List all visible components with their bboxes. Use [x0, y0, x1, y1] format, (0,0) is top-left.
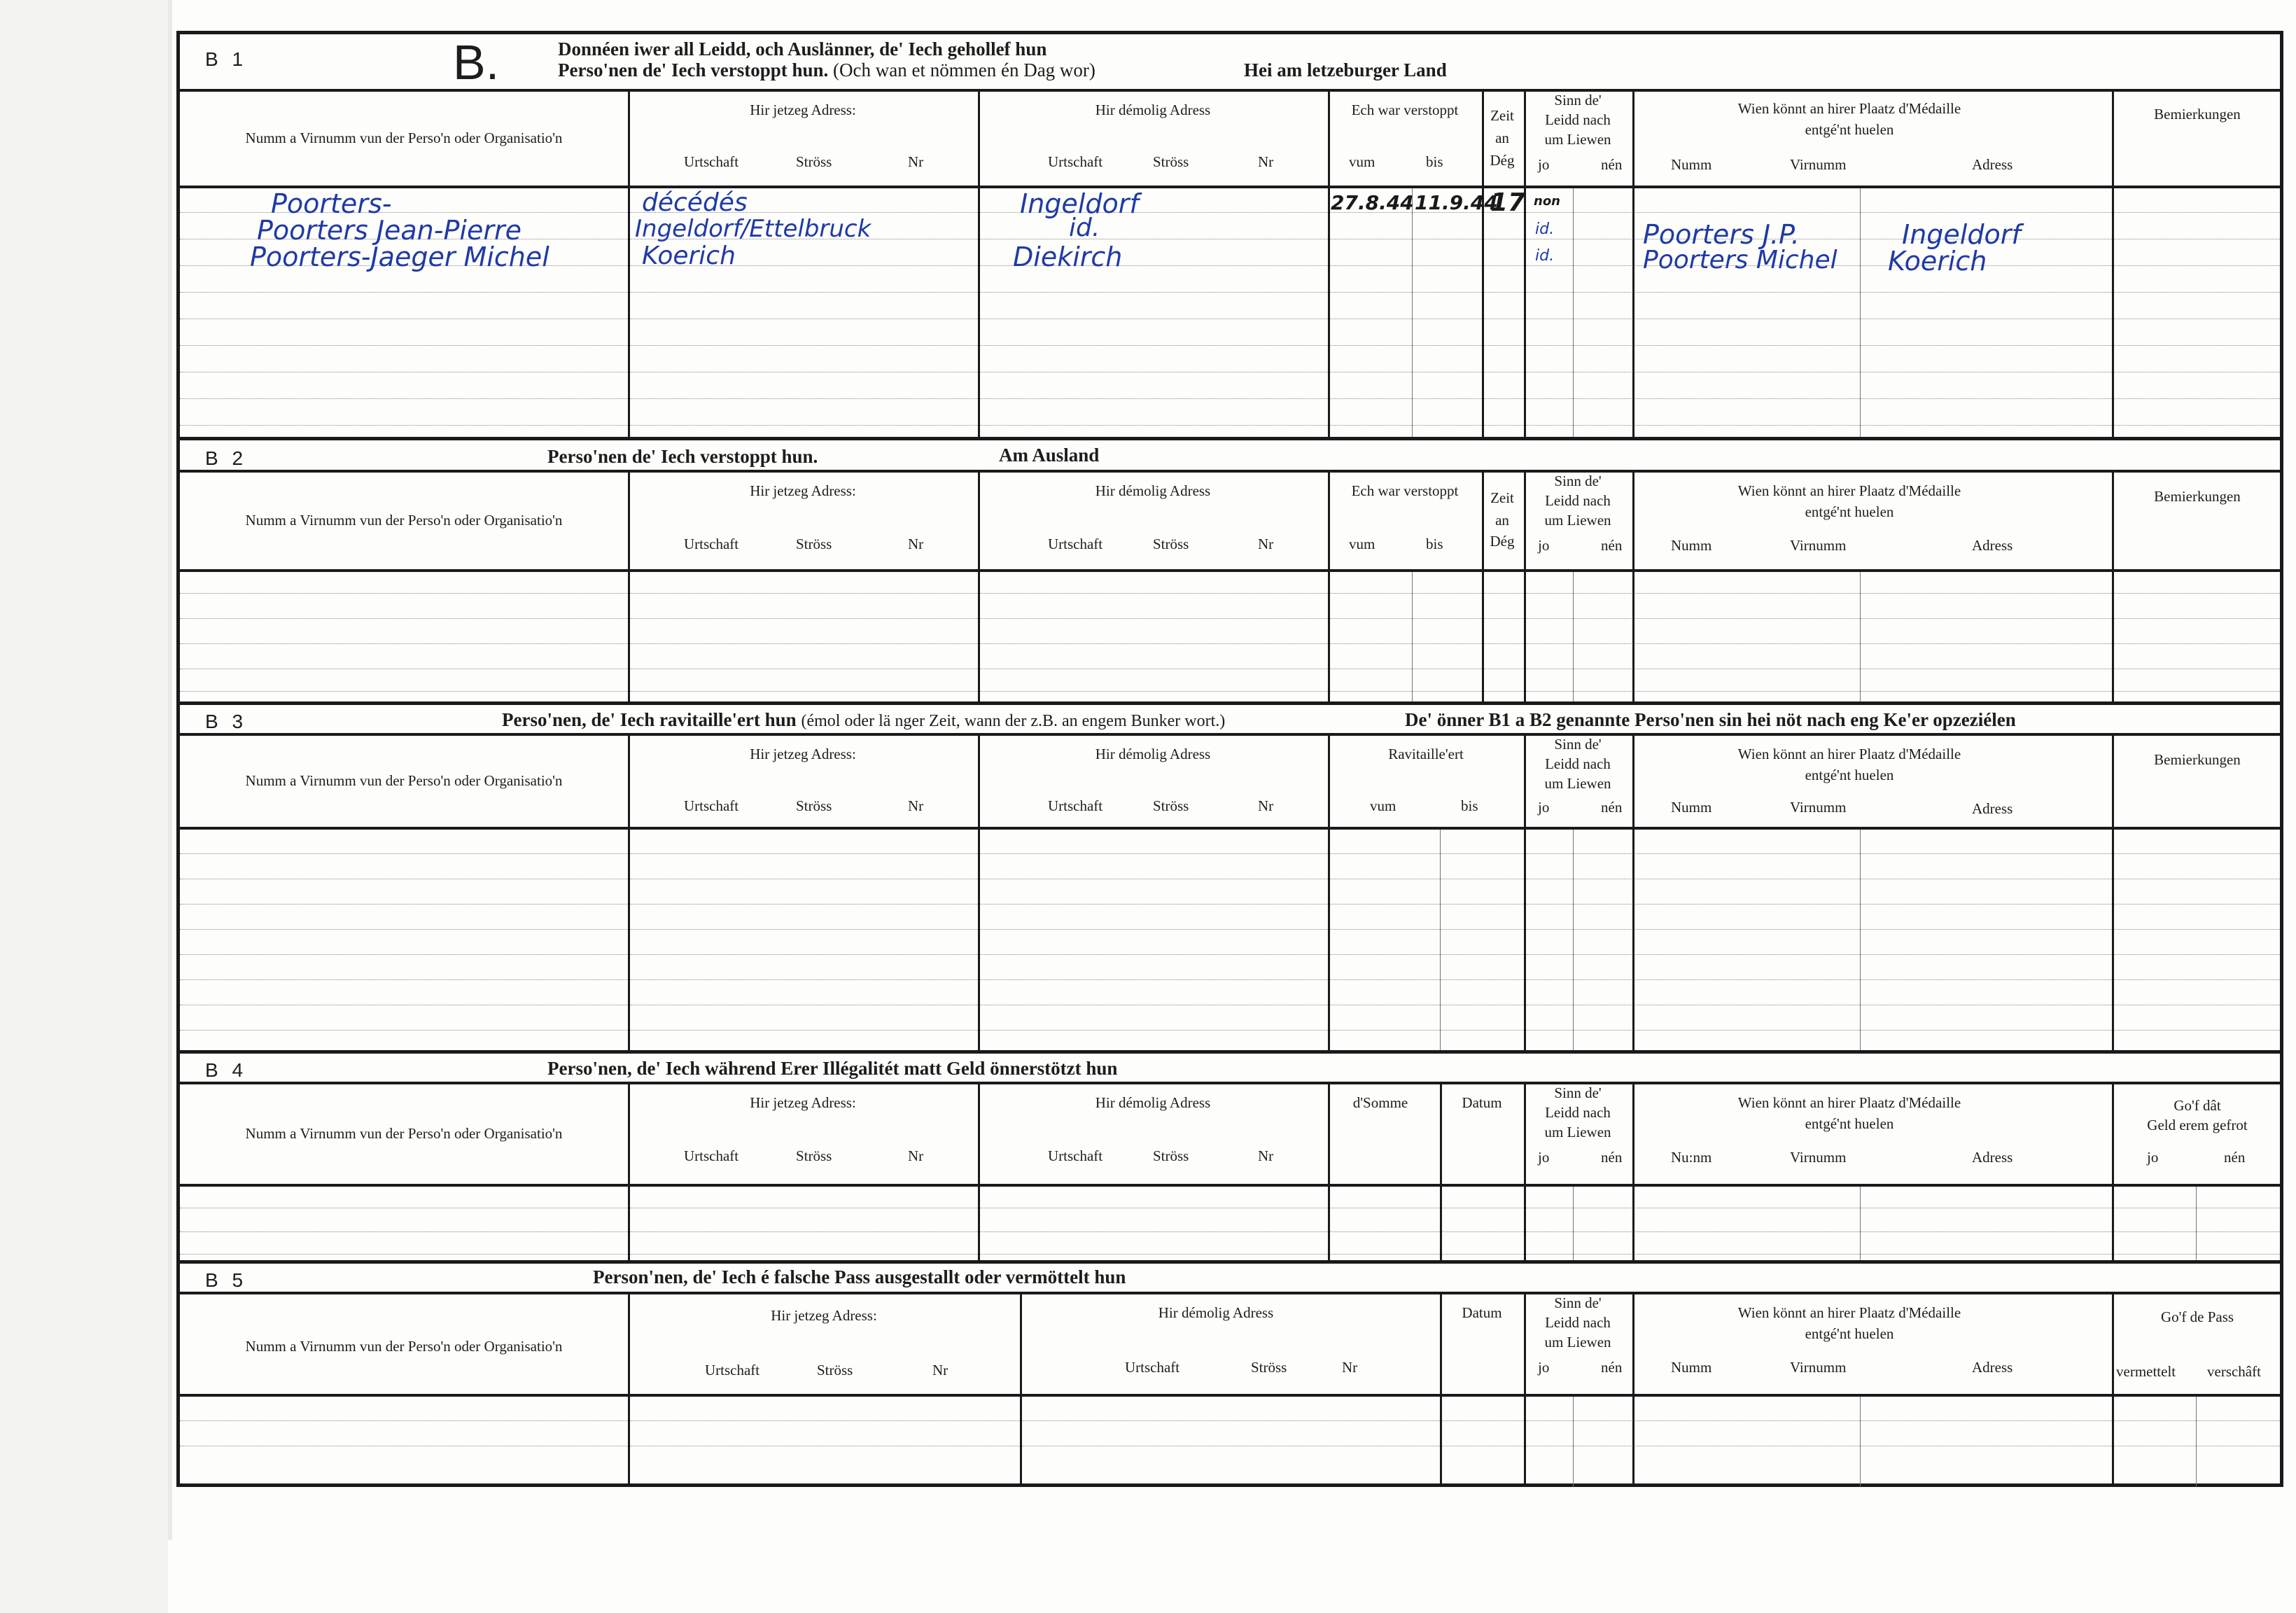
- col-alive: Sinn de': [1554, 92, 1602, 109]
- col-alive: Leidd nach: [1545, 755, 1611, 772]
- col-place: Urtschaft: [684, 1147, 739, 1164]
- col-no: nén: [1601, 156, 1623, 173]
- b4-column-headers: [180, 1084, 2280, 1187]
- col-alive: um Liewen: [1544, 1334, 1611, 1350]
- col-nr: Nr: [1258, 797, 1274, 814]
- section-b4: [180, 1054, 2280, 1264]
- col-street: Ströss: [1153, 153, 1189, 170]
- section-b3: [180, 705, 2280, 1054]
- col-yes: jo: [1538, 1149, 1550, 1166]
- col-medal: entgé'nt huelen: [1805, 1115, 1894, 1132]
- handwritten-name: Poorters-: [271, 188, 392, 219]
- handwritten-days: 17: [1490, 188, 1526, 217]
- col-surname: Numm: [1671, 1359, 1712, 1376]
- handwritten-name: Poorters-Jaeger Michel: [250, 242, 550, 272]
- col-to: bis: [1426, 536, 1443, 552]
- section-code: B 1: [205, 48, 248, 70]
- col-street: Ströss: [817, 1362, 853, 1378]
- col-alive: Leidd nach: [1545, 1314, 1611, 1331]
- col-medal: Wien könnt an hirer Plaatz d'Médaille: [1737, 100, 1961, 117]
- col-no: nén: [2224, 1149, 2246, 1166]
- handwritten-medal-address: Koerich: [1888, 246, 1987, 277]
- col-former-address: Hir démolig Adress: [1095, 746, 1211, 762]
- col-yes: jo: [1538, 799, 1550, 816]
- col-address: Adress: [1972, 537, 2013, 554]
- col-nr: Nr: [908, 536, 924, 552]
- col-place: Urtschaft: [684, 536, 739, 552]
- handwritten-medal-address: Ingeldorf: [1902, 219, 2021, 250]
- b4-heading: [180, 1054, 2280, 1084]
- col-from: vum: [1349, 153, 1376, 170]
- b3-heading: [180, 705, 2280, 736]
- col-place: Urtschaft: [1048, 536, 1103, 552]
- col-firstname: Virnumm: [1790, 799, 1847, 816]
- col-name: Numm a Virnumm vun der Perso'n oder Organisatio'n: [245, 130, 563, 146]
- col-surname: Numm: [1671, 537, 1712, 554]
- col-time: an: [1495, 512, 1509, 529]
- col-address: Adress: [1972, 800, 2013, 817]
- section-scope: Am Ausland: [999, 445, 1100, 466]
- handwritten-former-address: id.: [1069, 214, 1100, 242]
- handwritten-to-date: 11.9.44: [1415, 191, 1498, 214]
- col-street: Ströss: [1153, 1147, 1189, 1164]
- col-street: Ströss: [1153, 536, 1189, 552]
- col-firstname: Virnumm: [1790, 1149, 1847, 1166]
- b1-entry-area: [180, 188, 2280, 440]
- handwritten-medal-name: Poorters Michel: [1643, 246, 1837, 274]
- adjacent-page-edge: [0, 0, 168, 1613]
- col-address: Adress: [1972, 1359, 2013, 1376]
- col-yes: jo: [2147, 1149, 2159, 1166]
- col-alive: Leidd nach: [1545, 111, 1611, 128]
- col-from: vum: [1349, 536, 1376, 552]
- col-no: nén: [1601, 799, 1623, 816]
- page-fold-shadow: [168, 0, 172, 1540]
- section-title: Perso'nen, de' Iech während Erer Illégalitét matt Geld önnerstötzt hun: [547, 1058, 1118, 1079]
- col-address: Adress: [1972, 1149, 2013, 1166]
- col-time: Zeit: [1490, 107, 1514, 124]
- col-medal: Wien könnt an hirer Plaatz d'Médaille: [1737, 1094, 1961, 1111]
- handwritten-medal-name: Poorters J.P.: [1643, 219, 1800, 250]
- col-yes: jo: [1538, 156, 1550, 173]
- col-current-address: Hir jetzeg Adress:: [750, 746, 856, 762]
- col-street: Ströss: [1153, 797, 1189, 814]
- col-remarks: Bemierkungen: [2154, 106, 2241, 123]
- col-firstname: Virnumm: [1790, 1359, 1847, 1376]
- form-letter: B.: [453, 35, 500, 90]
- form-sheet: [176, 31, 2283, 1487]
- col-name: Numm a Virnumm vun der Perso'n oder Organisatio'n: [245, 772, 563, 789]
- col-pass: Go'f de Pass: [2160, 1308, 2234, 1325]
- col-medal: Wien könnt an hirer Plaatz d'Médaille: [1737, 1304, 1961, 1321]
- col-alive: um Liewen: [1544, 131, 1611, 148]
- col-place: Urtschaft: [684, 797, 739, 814]
- handwritten-alive-no: id.: [1535, 221, 1555, 238]
- col-place: Urtschaft: [1125, 1359, 1180, 1376]
- title-note: (émol oder lä nger Zeit, wann der z.B. an engem Bunker wort.): [801, 712, 1226, 730]
- col-medal: Wien könnt an hirer Plaatz d'Médaille: [1737, 746, 1961, 762]
- col-refund: Geld erem gefrot: [2147, 1117, 2248, 1133]
- col-nr: Nr: [1258, 536, 1274, 552]
- col-current-address: Hir jetzeg Adress:: [771, 1307, 877, 1324]
- col-current-address: Hir jetzeg Adress:: [750, 102, 856, 118]
- col-nr: Nr: [1258, 1147, 1274, 1164]
- col-surname: Numm: [1671, 799, 1712, 816]
- col-remarks: Bemierkungen: [2154, 488, 2241, 505]
- section-code: B 2: [205, 447, 248, 469]
- col-place: Urtschaft: [1048, 153, 1103, 170]
- section-title: Donnéen iwer all Leidd, och Auslänner, de' Iech gehollef hun: [558, 39, 1047, 60]
- col-street: Ströss: [796, 797, 832, 814]
- col-surname: Nu:nm: [1671, 1149, 1712, 1166]
- col-yes: jo: [1538, 1359, 1550, 1376]
- col-place: Urtschaft: [684, 153, 739, 170]
- handwritten-former-address: Diekirch: [1013, 242, 1123, 272]
- col-alive: Sinn de': [1554, 1084, 1602, 1101]
- col-remarks: Bemierkungen: [2154, 751, 2241, 768]
- col-former-address: Hir démolig Adress: [1095, 102, 1211, 118]
- section-b1: [180, 34, 2280, 440]
- section-title: Perso'nen de' Iech verstoppt hun.: [547, 446, 818, 467]
- col-created: verschâft: [2207, 1363, 2261, 1380]
- col-time: Zeit: [1490, 489, 1514, 506]
- b2-entry-area: [180, 572, 2280, 705]
- title-note: (Och wan et nömmen én Dag wor): [833, 60, 1096, 81]
- col-firstname: Virnumm: [1790, 537, 1847, 554]
- col-nr: Nr: [1342, 1359, 1358, 1376]
- title-text: Perso'nen de' Iech verstoppt hun.: [558, 60, 829, 81]
- col-alive: Leidd nach: [1545, 1104, 1611, 1121]
- col-firstname: Virnumm: [1790, 156, 1847, 173]
- col-nr: Nr: [908, 1147, 924, 1164]
- col-nr: Nr: [908, 797, 924, 814]
- col-alive: Sinn de': [1554, 473, 1602, 489]
- b5-column-headers: [180, 1294, 2280, 1397]
- col-hidden: Ech war verstoppt: [1351, 482, 1459, 499]
- col-medal: Wien könnt an hirer Plaatz d'Médaille: [1737, 482, 1961, 499]
- col-refund: Go'f dât: [2174, 1097, 2221, 1114]
- b5-heading: [180, 1264, 2280, 1294]
- handwritten-current-address: Koerich: [642, 242, 736, 270]
- handwritten-from-date: 27.8.44: [1331, 191, 1414, 214]
- col-medal: entgé'nt huelen: [1805, 767, 1894, 783]
- handwritten-name: Poorters Jean-Pierre: [257, 215, 522, 246]
- col-former-address: Hir démolig Adress: [1095, 482, 1211, 499]
- col-time: an: [1495, 130, 1509, 146]
- b3-entry-area: [180, 830, 2280, 1054]
- col-place: Urtschaft: [1048, 797, 1103, 814]
- section-title: Person'nen, de' Iech é falsche Pass ausgestallt oder vermöttelt hun: [593, 1266, 1126, 1287]
- b3-column-headers: [180, 736, 2280, 830]
- col-alive: Leidd nach: [1545, 492, 1611, 509]
- col-supplied: Ravitaille'ert: [1388, 746, 1464, 762]
- col-name: Numm a Virnumm vun der Perso'n oder Organisatio'n: [245, 512, 563, 529]
- section-scope: Hei am letzeburger Land: [1244, 60, 1447, 81]
- col-current-address: Hir jetzeg Adress:: [750, 482, 856, 499]
- handwritten-alive-no: non: [1534, 194, 1560, 209]
- section-b2: [180, 440, 2280, 705]
- col-time: Dég: [1490, 533, 1515, 550]
- col-former-address: Hir démolig Adress: [1095, 1094, 1211, 1111]
- col-sum: d'Somme: [1352, 1094, 1408, 1111]
- section-code: B 3: [205, 711, 248, 732]
- col-street: Ströss: [796, 153, 832, 170]
- b5-entry-area: [180, 1397, 2280, 1486]
- section-scope: De' önner B1 a B2 genannte Perso'nen sin hei nöt nach eng Ke'er opzeziélen: [1405, 709, 2016, 730]
- col-alive: um Liewen: [1544, 512, 1611, 529]
- col-street: Ströss: [796, 1147, 832, 1164]
- col-to: bis: [1461, 797, 1478, 814]
- col-alive: um Liewen: [1544, 775, 1611, 792]
- col-alive: Sinn de': [1554, 1294, 1602, 1311]
- col-alive: um Liewen: [1544, 1124, 1611, 1140]
- col-mediated: vermettelt: [2116, 1363, 2176, 1380]
- handwritten-current-address: Ingeldorf/Ettelbruck: [635, 215, 872, 243]
- col-current-address: Hir jetzeg Adress:: [750, 1094, 856, 1111]
- col-medal: entgé'nt huelen: [1805, 1325, 1894, 1342]
- b1-heading: [180, 34, 2280, 92]
- b2-heading: [180, 440, 2280, 473]
- section-b5: [180, 1264, 2280, 1486]
- col-street: Ströss: [796, 536, 832, 552]
- col-former-address: Hir démolig Adress: [1158, 1304, 1274, 1321]
- col-name: Numm a Virnumm vun der Perso'n oder Organisatio'n: [245, 1338, 563, 1355]
- title-text: Perso'nen, de' Iech ravitaille'ert hun: [502, 709, 797, 730]
- col-to: bis: [1426, 153, 1443, 170]
- col-street: Ströss: [1251, 1359, 1287, 1376]
- col-from: vum: [1370, 797, 1396, 814]
- col-date: Datum: [1462, 1094, 1502, 1111]
- col-yes: jo: [1538, 537, 1550, 554]
- b1-column-headers: [180, 92, 2280, 188]
- col-address: Adress: [1972, 156, 2013, 173]
- section-code: B 5: [205, 1269, 248, 1291]
- col-medal: entgé'nt huelen: [1805, 503, 1894, 520]
- b2-column-headers: [180, 473, 2280, 572]
- col-no: nén: [1601, 537, 1623, 554]
- section-title: [502, 709, 1225, 731]
- col-surname: Numm: [1671, 156, 1712, 173]
- section-title-line2: [558, 60, 1096, 81]
- col-place: Urtschaft: [705, 1362, 760, 1378]
- col-name: Numm a Virnumm vun der Perso'n oder Organisatio'n: [245, 1125, 563, 1142]
- col-no: nén: [1601, 1359, 1623, 1376]
- handwritten-alive-no: id.: [1535, 247, 1555, 265]
- col-alive: Sinn de': [1554, 736, 1602, 753]
- handwritten-current-address: décédés: [642, 188, 748, 217]
- section-code: B 4: [205, 1059, 248, 1081]
- handwritten-former-address: Ingeldorf: [1020, 188, 1139, 219]
- col-medal: entgé'nt huelen: [1805, 121, 1894, 138]
- col-time: Dég: [1490, 152, 1515, 169]
- col-nr: Nr: [1258, 153, 1274, 170]
- col-nr: Nr: [908, 153, 924, 170]
- col-date: Datum: [1462, 1304, 1502, 1321]
- col-place: Urtschaft: [1048, 1147, 1103, 1164]
- col-no: nén: [1601, 1149, 1623, 1166]
- b4-entry-area: [180, 1187, 2280, 1264]
- col-hidden: Ech war verstoppt: [1351, 102, 1459, 118]
- col-nr: Nr: [932, 1362, 948, 1378]
